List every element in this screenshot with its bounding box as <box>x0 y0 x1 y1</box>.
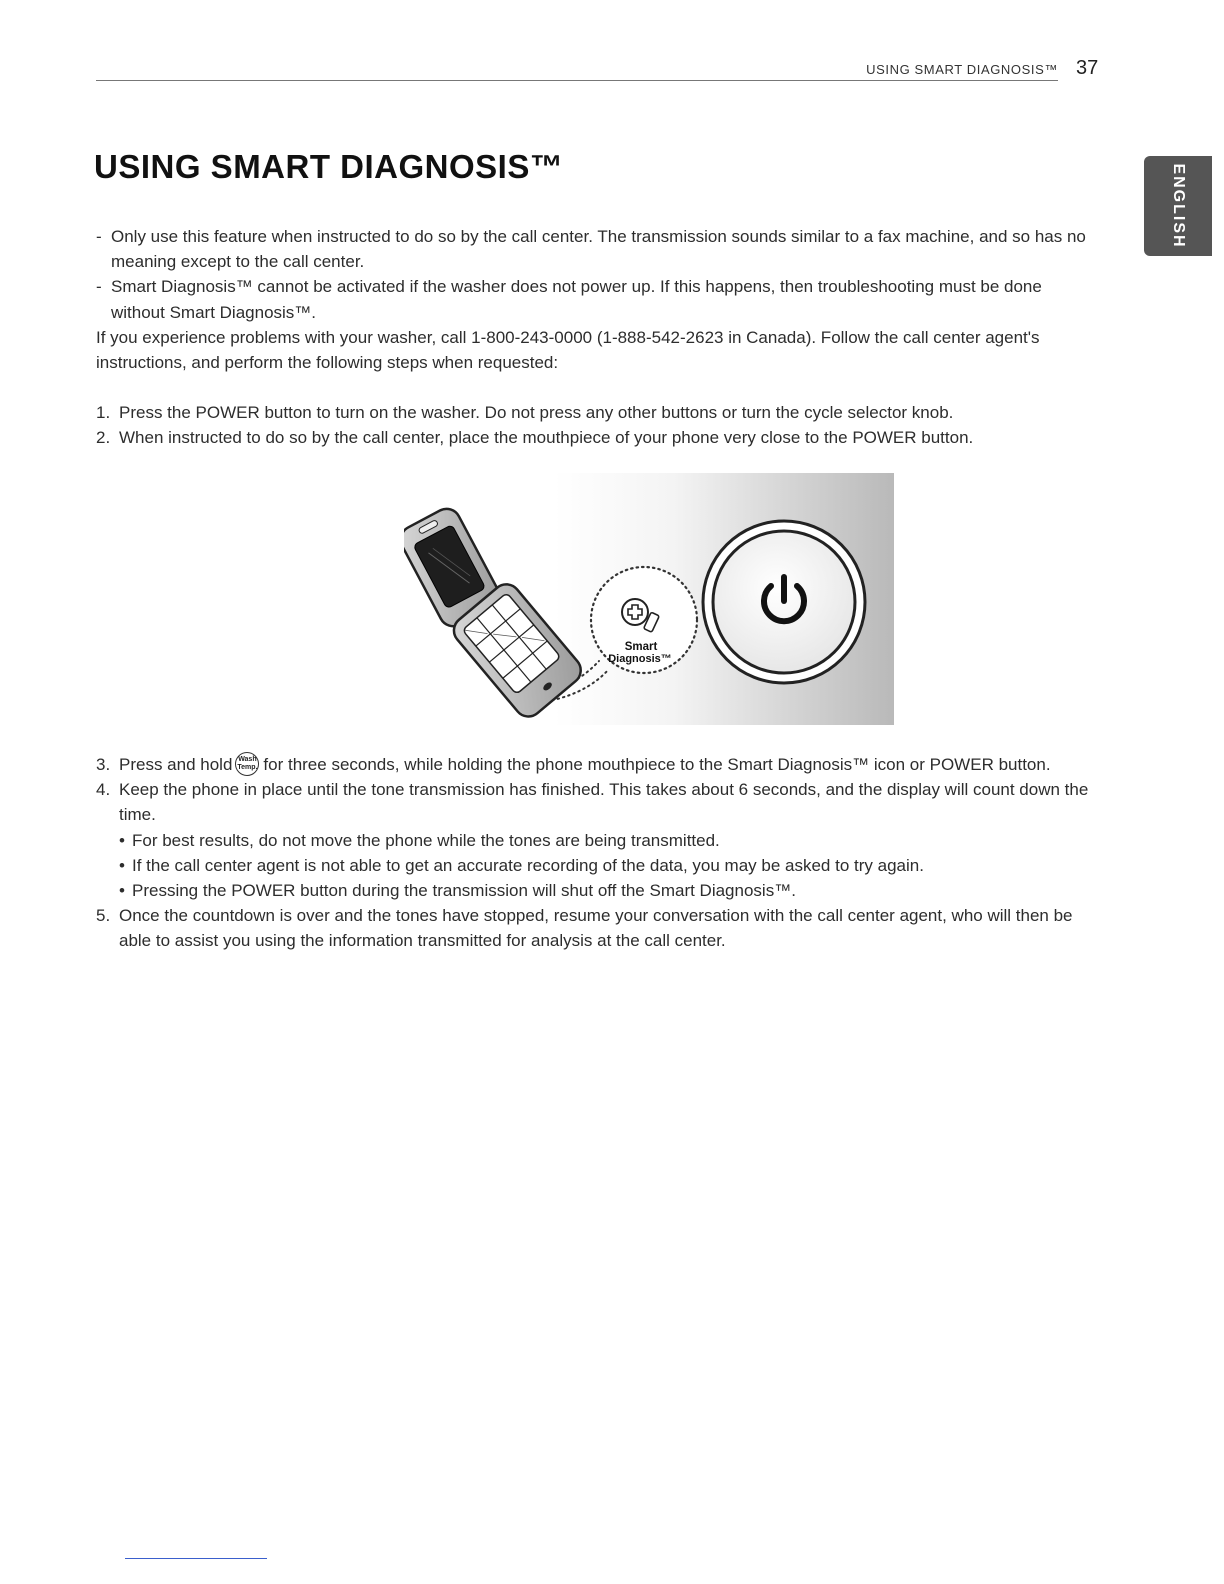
step-item <box>96 425 1100 450</box>
bullet-text: Pressing the POWER button during the transmission will shut off the Smart Diagnosis™. <box>132 881 796 901</box>
step-number: 3. <box>96 755 111 774</box>
page-number: 37 <box>1076 57 1099 79</box>
step-item <box>96 752 1100 777</box>
step-number: 1. <box>96 403 111 422</box>
step-item <box>96 777 1100 827</box>
step-number: 5. <box>96 906 111 926</box>
power-button-graphic <box>703 521 865 683</box>
page-title: USING SMART DIAGNOSIS™ <box>94 148 564 185</box>
step-text: Press and hold <box>119 755 233 774</box>
step-text: for three seconds, while holding the phone mouthpiece to the Smart Diagnosis™ icon or POWER button. <box>263 755 1051 774</box>
bullet-text: For best results, do not move the phone while the tones are being transmitted. <box>132 830 720 850</box>
step-text: When instructed to do so by the call center, place the mouthpiece of your phone very close to the POWER button. <box>119 428 974 448</box>
bullet-text: If the call center agent is not able to get an accurate recording of the data, you may be asked to try again. <box>132 855 924 875</box>
bullet-marker: • <box>119 855 125 875</box>
language-tab-label: ENGLISH <box>1170 163 1187 249</box>
note-text: Only use this feature when instructed to do so by the call center. The transmission sounds similar to a fax machine, and so has no meaning except to the call center. <box>111 227 1086 272</box>
step-number: 2. <box>96 428 111 448</box>
header-divider <box>96 80 1058 81</box>
note-text: Smart Diagnosis™ cannot be activated if the washer does not power up. If this happens, then troubleshooting must be done without Smart Diagnosis™. <box>111 277 1042 322</box>
step-number: 4. <box>96 780 111 800</box>
bullet-marker: • <box>119 881 125 901</box>
dash-marker: - <box>96 227 102 246</box>
icon-label-line1: Smart <box>624 641 658 653</box>
bullet-item <box>96 828 1100 853</box>
note-item <box>96 274 1100 324</box>
running-header-label: USING SMART DIAGNOSIS™ <box>866 62 1058 77</box>
steps-lower <box>96 752 1100 954</box>
note-item <box>96 224 1100 274</box>
steps-upper <box>96 400 1100 450</box>
step-text: Press the POWER button to turn on the washer. Do not press any other buttons or turn the cycle selector knob. <box>119 403 954 422</box>
phone-to-power-button-illustration <box>404 473 894 725</box>
step-text: Keep the phone in place until the tone transmission has finished. This takes about 6 seconds, and the display will count down the time. <box>119 780 1089 825</box>
language-tab <box>1144 156 1212 256</box>
step-item <box>96 903 1100 953</box>
bullet-item <box>96 878 1100 903</box>
intro-paragraph: If you experience problems with your washer, call 1-800-243-0000 (1-888-542-2623 in Canada). Follow the call center agent's instructions, and perform the following steps when requested: <box>96 327 1040 373</box>
smart-diagnosis-icon <box>591 567 697 673</box>
step-item <box>96 400 1100 425</box>
footer-divider <box>125 1558 267 1559</box>
icon-label-line2: Diagnosis™ <box>608 653 672 665</box>
dash-marker: - <box>96 277 102 297</box>
wash-temp-button-icon: Wash Temp. <box>235 752 259 776</box>
bullet-marker: • <box>119 830 125 850</box>
intro-section <box>96 224 1100 375</box>
step-text: Once the countdown is over and the tones have stopped, resume your conversation with the call center agent, who will then be able to assist you using the information transmitted for analysis at the call center. <box>119 906 1073 951</box>
bullet-item <box>96 853 1100 878</box>
